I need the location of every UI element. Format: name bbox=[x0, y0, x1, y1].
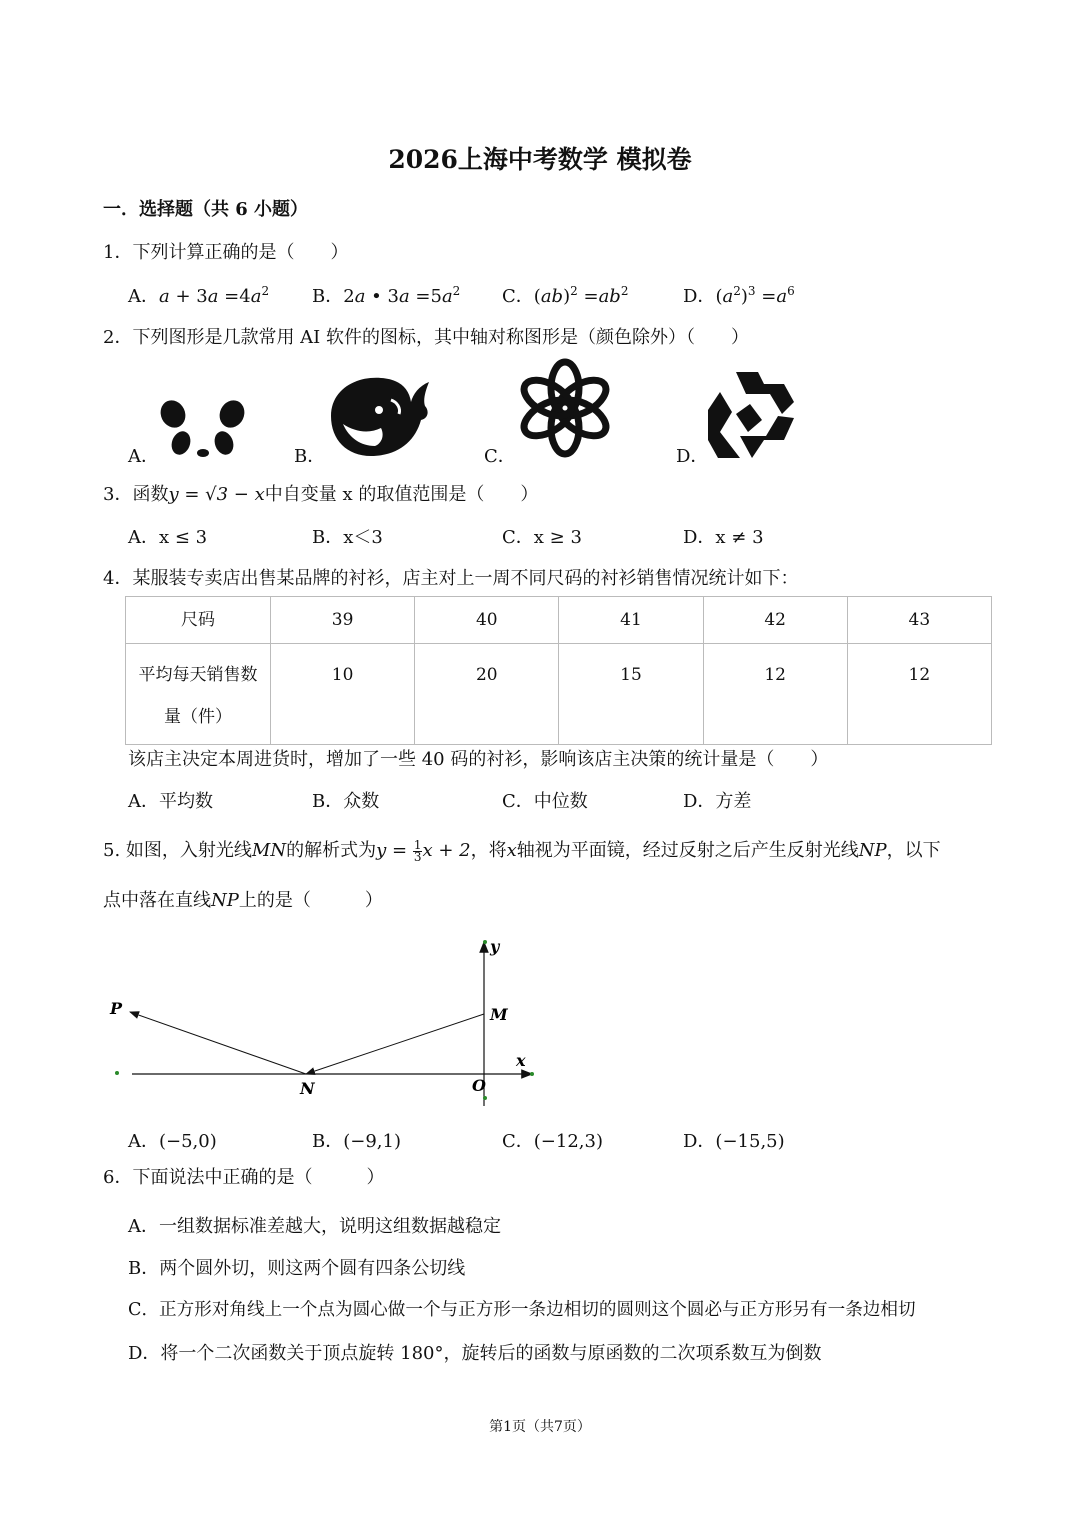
table-cell: 43 bbox=[847, 597, 991, 644]
table-row bbox=[126, 644, 992, 745]
q3-function: y = √3 − x bbox=[168, 484, 265, 505]
label-m: M bbox=[490, 1005, 508, 1024]
q1-option-b[interactable] bbox=[312, 282, 460, 308]
q4-option-a[interactable]: A．平均数 bbox=[128, 791, 213, 812]
table-cell: 41 bbox=[559, 597, 703, 644]
table-header-sales-line1: 平均每天销售数 bbox=[138, 665, 258, 685]
q1-a-t0: a bbox=[159, 286, 170, 307]
green-dot bbox=[483, 1096, 487, 1100]
q1-d-t2: 2 bbox=[733, 284, 741, 298]
q5-stem-mid2: ，将 bbox=[470, 840, 507, 861]
q5-option-b[interactable]: B．(−9,1) bbox=[312, 1131, 401, 1152]
incident-ray-mn bbox=[306, 1014, 484, 1074]
q1-d-t3: ) bbox=[740, 286, 748, 307]
q5-option-a[interactable]: A．(−5,0) bbox=[128, 1131, 217, 1152]
reflected-ray-np bbox=[130, 1012, 306, 1074]
table-cell: 42 bbox=[703, 597, 847, 644]
q5-stem-pre: 5. 如图，入射光线 bbox=[103, 840, 252, 861]
q5-stem-line2 bbox=[103, 886, 383, 912]
q1-c-t6: 2 bbox=[620, 284, 629, 298]
q5-stem-mid1: 的解析式为 bbox=[286, 840, 377, 861]
q5-stem-end: ，以下 bbox=[886, 840, 941, 861]
q1-b-t0: 2 bbox=[343, 286, 355, 307]
q5-stem bbox=[103, 836, 941, 863]
q5-line2-post: 上的是（ ） bbox=[238, 890, 383, 911]
table-cell: 12 bbox=[847, 644, 991, 745]
q1-b-t3: a bbox=[398, 286, 410, 307]
label-y: y bbox=[490, 937, 500, 956]
q5-option-d[interactable]: D．(−15,5) bbox=[683, 1131, 785, 1152]
q1-c-t3: 2 bbox=[570, 284, 578, 298]
q5-np: NP bbox=[858, 840, 887, 861]
q1-a-t4: a bbox=[250, 286, 262, 307]
q1-a-t3: =4 bbox=[218, 286, 251, 307]
q1-d-t4: 3 bbox=[747, 284, 756, 298]
q1-a-label: A． bbox=[128, 286, 159, 307]
whale-icon[interactable] bbox=[325, 372, 433, 458]
q5-np-2: NP bbox=[211, 890, 239, 911]
q1-c-t0: ( bbox=[533, 286, 541, 307]
q1-b-t2: • 3 bbox=[365, 286, 399, 307]
q5-line2-pre: 点中落在直线 bbox=[103, 890, 211, 911]
q6-option-a[interactable]: A．一组数据标准差越大，说明这组数据越稳定 bbox=[128, 1216, 501, 1237]
q1-c-t5: ab bbox=[598, 286, 621, 307]
page-footer: 第1页（共7页） bbox=[489, 1419, 591, 1435]
table-cell: 10 bbox=[271, 644, 415, 745]
q1-d-t6: a bbox=[776, 286, 788, 307]
hexagon-logo-icon[interactable] bbox=[706, 370, 796, 460]
label-x: x bbox=[516, 1051, 526, 1070]
q1-c-label: C． bbox=[502, 286, 534, 307]
table-cell: 40 bbox=[415, 597, 559, 644]
q1-option-a[interactable] bbox=[128, 282, 269, 308]
q6-option-c[interactable]: C．正方形对角线上一个点为圆心做一个与正方形一条边相切的圆则这个圆必与正方形另有一条边相切 bbox=[128, 1300, 916, 1320]
q4-stem: 4．某服装专卖店出售某品牌的衬衫，店主对上一周不同尺码的衬衫销售情况统计如下： bbox=[103, 568, 799, 589]
q3-option-c[interactable]: C．x ≥ 3 bbox=[502, 527, 582, 548]
q1-option-c[interactable] bbox=[502, 282, 628, 308]
table-header-sales bbox=[126, 644, 271, 745]
q1-stem: 1．下列计算正确的是（ ） bbox=[103, 242, 349, 263]
q5-frac-num: 1 bbox=[413, 837, 422, 852]
knot-icon[interactable] bbox=[515, 358, 615, 458]
q1-a-t2: a bbox=[207, 286, 219, 307]
table-row bbox=[126, 597, 992, 644]
q1-c-t4: = bbox=[577, 286, 599, 307]
q1-b-t5: a bbox=[441, 286, 453, 307]
table-cell: 15 bbox=[559, 644, 703, 745]
q2-c-label[interactable]: C． bbox=[484, 446, 516, 467]
q4-option-c[interactable]: C．中位数 bbox=[502, 791, 588, 812]
q1-d-t7: 6 bbox=[787, 284, 795, 298]
label-n: N bbox=[300, 1079, 315, 1098]
q4-follow: 该店主决定本周进货时，增加了一些 40 码的衬衫，影响该店主决策的统计量是（ ） bbox=[128, 749, 829, 770]
q1-b-t1: a bbox=[354, 286, 366, 307]
q5-x-var: x bbox=[506, 840, 517, 861]
q5-frac-den: 3 bbox=[413, 849, 422, 864]
table-cell: 20 bbox=[415, 644, 559, 745]
q5-eq-y: y = bbox=[376, 840, 408, 861]
q1-c-t2: ) bbox=[563, 286, 571, 307]
table-cell: 12 bbox=[703, 644, 847, 745]
q1-c-t1: ab bbox=[540, 286, 564, 307]
table-cell: 39 bbox=[271, 597, 415, 644]
q1-d-t5: = bbox=[755, 286, 777, 307]
panda-icon[interactable] bbox=[158, 398, 248, 460]
table-header-size: 尺码 bbox=[126, 597, 271, 644]
q1-d-label: D． bbox=[683, 286, 716, 307]
q5-eq-rest: x + 2 bbox=[422, 840, 471, 861]
q3-stem bbox=[103, 480, 538, 506]
q2-d-label[interactable]: D． bbox=[676, 446, 709, 467]
green-dot bbox=[530, 1072, 534, 1076]
reflection-diagram bbox=[100, 930, 550, 1110]
q2-b-label[interactable]: B． bbox=[294, 446, 326, 467]
q3-option-a[interactable]: A．x ≤ 3 bbox=[128, 527, 208, 548]
table-header-sales-line2: 量（件） bbox=[164, 707, 232, 727]
label-p: P bbox=[110, 999, 123, 1018]
sales-table bbox=[125, 596, 992, 745]
q6-stem: 6．下面说法中正确的是（ ） bbox=[103, 1167, 385, 1188]
q1-a-t1: + 3 bbox=[169, 286, 208, 307]
q5-mn: MN bbox=[251, 840, 287, 861]
q4-option-d[interactable]: D．方差 bbox=[683, 791, 752, 812]
q2-a-label[interactable]: A． bbox=[128, 446, 159, 467]
q1-d-t1: a bbox=[722, 286, 734, 307]
section-heading: 一．选择题（共 6 小题） bbox=[103, 199, 309, 220]
green-dot bbox=[115, 1071, 119, 1075]
green-dot bbox=[483, 940, 487, 944]
q1-a-t5: 2 bbox=[261, 284, 270, 298]
q5-fraction bbox=[413, 837, 423, 864]
q4-option-b[interactable]: B．众数 bbox=[312, 791, 380, 812]
q2-stem: 2．下列图形是几款常用 AI 软件的图标，其中轴对称图形是（颜色除外）（ ） bbox=[103, 327, 750, 348]
q5-option-c[interactable]: C．(−12,3) bbox=[502, 1131, 603, 1152]
q1-b-t4: =5 bbox=[409, 286, 442, 307]
q3-option-b[interactable]: B．x＜3 bbox=[312, 527, 383, 548]
q1-d-t0: ( bbox=[715, 286, 723, 307]
q1-b-t6: 2 bbox=[452, 284, 461, 298]
q6-option-d[interactable]: D．将一个二次函数关于顶点旋转 180°，旋转后的函数与原函数的二次项系数互为倒数 bbox=[128, 1343, 822, 1364]
label-o: O bbox=[472, 1076, 486, 1095]
q5-stem-mid3: 轴视为平面镜，经过反射之后产生反射光线 bbox=[516, 840, 859, 861]
q6-option-b[interactable]: B．两个圆外切，则这两个圆有四条公切线 bbox=[128, 1258, 466, 1279]
q1-option-d[interactable] bbox=[683, 282, 795, 308]
q3-stem-post: 中自变量 x 的取值范围是（ ） bbox=[264, 484, 539, 505]
page-title: 2026上海中考数学 模拟卷 bbox=[388, 145, 692, 174]
q3-stem-pre: 3．函数 bbox=[103, 484, 169, 505]
q1-b-label: B． bbox=[312, 286, 344, 307]
q3-option-d[interactable]: D．x ≠ 3 bbox=[683, 527, 764, 548]
